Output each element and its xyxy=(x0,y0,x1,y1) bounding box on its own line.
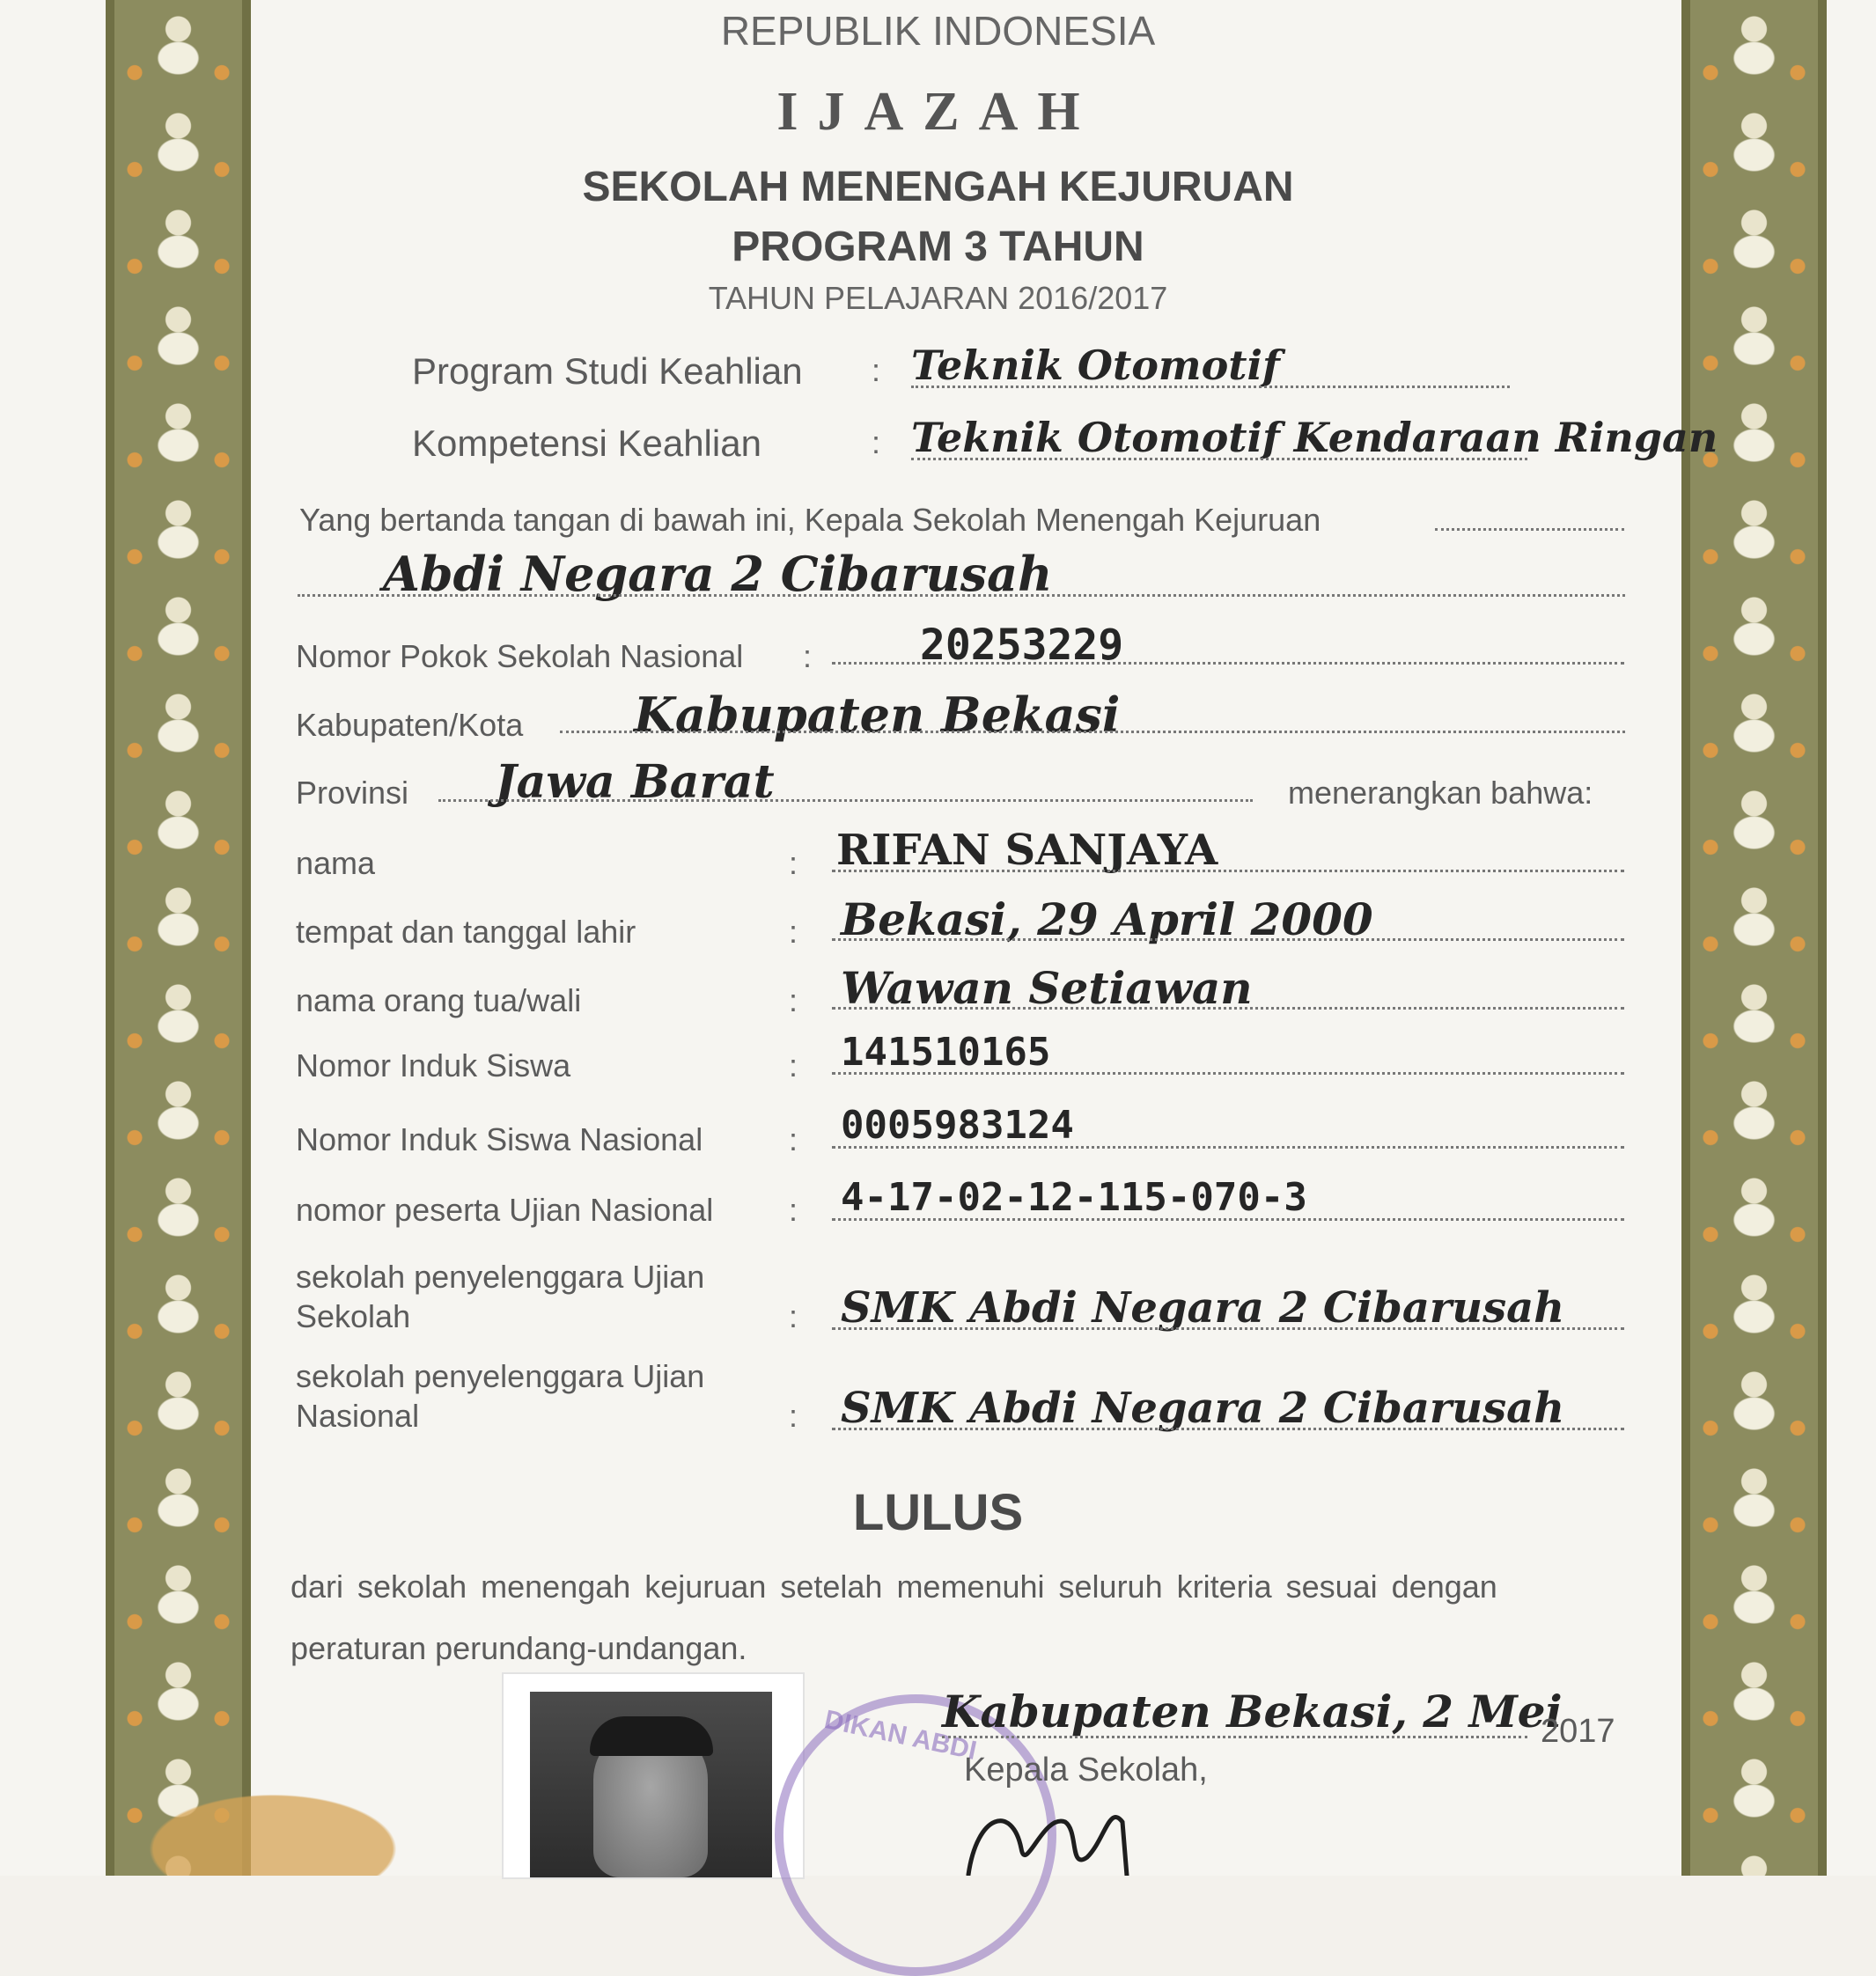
dotted-line xyxy=(832,938,1624,941)
province-value: Jawa Barat xyxy=(495,755,775,809)
dotted-line xyxy=(298,594,1625,597)
npsn-label: Nomor Pokok Sekolah Nasional xyxy=(296,638,744,674)
competency-value: Teknik Otomotif Kendaraan Ringan xyxy=(911,414,1718,461)
dotted-line xyxy=(1435,528,1624,531)
dotted-line xyxy=(832,1218,1624,1221)
list-item-value: 141510165 xyxy=(841,1030,1051,1075)
dotted-line xyxy=(832,1327,1624,1330)
gold-ornament xyxy=(132,1787,414,1876)
signoff-year: 2017 xyxy=(1541,1713,1615,1750)
intro-text: Yang bertanda tangan di bawah ini, Kepala Sekolah Menengah Kejuruan xyxy=(299,502,1321,538)
dotted-line xyxy=(438,799,1253,802)
exam-school-us-label-2: Sekolah xyxy=(296,1298,411,1334)
school-name-value: Abdi Negara 2 Cibarusah xyxy=(383,546,1053,602)
principal-signature xyxy=(960,1796,1188,1876)
result-status: LULUS xyxy=(852,1484,1024,1541)
list-item-label: nama xyxy=(296,845,376,881)
academic-year: TAHUN PELAJARAN 2016/2017 xyxy=(708,280,1168,316)
province-label: Provinsi xyxy=(296,775,409,811)
dotted-line xyxy=(832,1146,1624,1149)
exam-school-us-label-1: sekolah penyelenggara Ujian xyxy=(296,1259,705,1295)
list-item-label: nomor peserta Ujian Nasional xyxy=(296,1192,714,1228)
program-value: Teknik Otomotif xyxy=(911,342,1280,389)
result-text-line-2: peraturan perundang-undangan. xyxy=(291,1630,747,1666)
student-photo xyxy=(502,1672,805,1879)
exam-school-un-value: SMK Abdi Negara 2 Cibarusah xyxy=(841,1384,1565,1433)
city-label: Kabupaten/Kota xyxy=(296,707,524,743)
dotted-line xyxy=(832,1428,1624,1430)
list-item-label: nama orang tua/wali xyxy=(296,982,582,1018)
list-item-value: Wawan Setiawan xyxy=(841,962,1253,1014)
dotted-line xyxy=(560,731,1625,733)
npsn-value: 20253229 xyxy=(920,621,1124,670)
list-item-value: 0005983124 xyxy=(841,1103,1074,1148)
program-label: Program Studi Keahlian xyxy=(412,350,803,392)
dotted-line xyxy=(832,1072,1624,1075)
document-title: IJAZAH xyxy=(776,82,1100,142)
dotted-line xyxy=(832,662,1624,665)
exam-school-un-label-1: sekolah penyelenggara Ujian xyxy=(296,1358,705,1394)
city-value: Kabupaten Bekasi xyxy=(634,687,1121,743)
list-item-value: 4-17-02-12-115-070-3 xyxy=(841,1175,1307,1220)
school-type-heading: SEKOLAH MENENGAH KEJURUAN xyxy=(582,164,1294,210)
exam-school-us-value: SMK Abdi Negara 2 Cibarusah xyxy=(841,1283,1565,1333)
competency-label: Kompetensi Keahlian xyxy=(412,422,761,464)
country-heading: REPUBLIK INDONESIA xyxy=(720,8,1156,54)
dotted-line xyxy=(942,1736,1527,1738)
states-text: menerangkan bahwa: xyxy=(1288,775,1593,811)
principal-role: Kepala Sekolah, xyxy=(964,1752,1208,1789)
list-item-label: Nomor Induk Siswa xyxy=(296,1047,571,1083)
dotted-line xyxy=(832,870,1624,872)
place-date-value: Kabupaten Bekasi, 2 Mei xyxy=(942,1686,1563,1737)
list-item-label: tempat dan tanggal lahir xyxy=(296,914,636,950)
stamp-text: DIKAN ABDI xyxy=(821,1705,980,1766)
dotted-line xyxy=(832,1007,1624,1010)
list-item-label: Nomor Induk Siswa Nasional xyxy=(296,1121,703,1157)
result-text-line-1: dari sekolah menengah kejuruan setelah memenuhi seluruh kriteria sesuai dengan xyxy=(291,1568,1497,1605)
program-heading: PROGRAM 3 TAHUN xyxy=(732,224,1144,270)
certificate-page: REPUBLIK INDONESIA IJAZAH SEKOLAH MENENGAH KEJURUAN PROGRAM 3 TAHUN TAHUN PELAJARAN 2016/2017 Program Studi Keahlian : Teknik Otomotif Kompetensi Keahlian : Teknik Otomotif Kendaraan Ringan Yang bertanda tangan di bawah ini, Kepala Sekolah Menengah Kejuruan Abdi Negara 2 Cibarusah Nomor Pokok Sekolah Nasional : 20253229 Kabupaten/Kota Kabupaten Bekasi Provinsi Jawa Barat menerangkan bahwa: nama : RIFAN SANJAYA tempat dan tanggal lahir : Bekasi, 29 April 2000 nama orang tua/wali : Wawan Setiawan Nomor Induk Siswa : 141510165 Nomor Induk Siswa Nasional : 0005983124 nomor peserta Ujian Nasional : 4-17-02-12-115-070-3 sekolah penyelenggara Ujian Sekolah : SMK Abdi Negara 2 Cibarusah sekolah penyelenggara Ujian Nasional : SMK Abdi Negara 2 Cibarusah LULUS dari sekolah menengah kejuruan setelah memenuhi seluruh kriteria sesuai dengan peraturan perundang-undangan. DIKAN ABDI Kabupaten Bekasi, 2 Mei 2017 Kepala Sekolah, xyxy=(0,0,1876,1876)
dotted-line xyxy=(911,458,1527,460)
dotted-line xyxy=(911,386,1510,388)
list-item-value: Bekasi, 29 April 2000 xyxy=(841,893,1373,945)
list-item-value: RIFAN SANJAYA xyxy=(836,826,1218,875)
exam-school-un-label-2: Nasional xyxy=(296,1398,420,1434)
